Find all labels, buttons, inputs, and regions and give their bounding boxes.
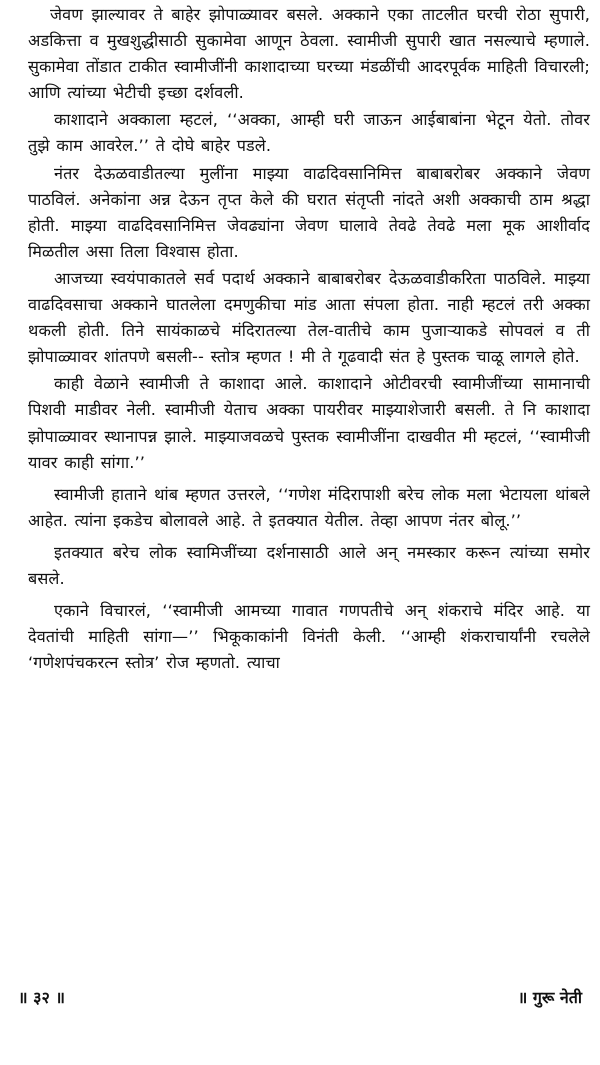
paragraph-7: इतक्यात बरेच लोक स्वामिजींच्या दर्शनासाठी आले अन् नमस्कार करून त्यांच्या समोर बसले. <box>28 542 590 588</box>
paragraph-5: काही वेळाने स्वामीजी ते काशादा आले. काशादाने ओटीवरची स्वामीजींच्या सामानाची पिशवी माडीवर नेली. स्वामीजी येताच अक्का पायरीवर माझ्याशेजारी बसली. ते नि काशादा झोपाळ्यावर स्थानापन्न झाले. माझ्याजवळचे पुस्तक स्वामीजींना दाखवीत मी म्हटलं, ‘‘स्वामीजी यावर काही सांगा.’’ <box>28 374 590 472</box>
paragraph-4: आजच्या स्वयंपाकातले सर्व पदार्थ अक्काने बाबाबरोबर देऊळवाडीकरिता पाठविले. माझ्या वाढदिवसाचा अक्काने घातलेला दमणुकीचा मांड आता संपला होता. नाही म्हटलं तरी अक्का थकली होती. तिने सायंकाळचे मंदिरातल्या तेल-वातीचे काम पुजाऱ्याकडे सोपवलं व ती झोपाळ्यावर शांतपणे बसली-- स्तोत्र म्हणत ! मी ते गूढवादी संत हे पुस्तक चाळू लागले होते. <box>28 268 590 367</box>
page-footer <box>18 982 582 1012</box>
page-number: ॥ ३२ ॥ <box>18 988 65 1007</box>
page-body-text <box>28 2 590 676</box>
paragraph-2: काशादाने अक्काला म्हटलं, ‘‘अक्का, आम्ही घरी जाऊन आईबाबांना भेटून येतो. तोवर तुझे काम आवरेल.’’ ते दोघे बाहेर पडले. <box>28 110 590 156</box>
paragraph-3: नंतर देऊळवाडीतल्या मुलींना माझ्या वाढदिवसानिमित्त बाबाबरोबर अक्काने जेवण पाठविलं. अनेकांना अन्न देऊन तृप्त केले की घरात संतृप्ती नांदते अशी अक्काची ठाम श्रद्धा होती. माझ्या वाढदिवसानिमित्त जेवढ्यांना जेवण घालावे तेवढे तेवढे मला मूक आशीर्वाद मिळतील असा तिला विश्वास होता. <box>28 163 590 261</box>
paragraph-1: जेवण झाल्यावर ते बाहेर झोपाळ्यावर बसले. अक्काने एका ताटलीत घरची रोठा सुपारी, अडकित्ता व मुखशुद्धीसाठी सुकामेवा आणून ठेवला. स्वामीजी सुपारी खात नसल्याचे म्हणाले. सुकामेवा तोंडात टाकीत स्वामीजींनी काशादाच्या घरच्या मंडळींची आदरपूर्वक माहिती विचारली; आणि त्यांच्या भेटीची इच्छा दर्शवली. <box>28 5 590 103</box>
paragraph-6: स्वामीजी हाताने थांब म्हणत उत्तरले, ‘‘गणेश मंदिरापाशी बरेच लोक मला भेटायला थांबले आहेत. त्यांना इकडेच बोलावले आहे. ते इतक्यात येतील. तेव्हा आपण नंतर बोलू.’’ <box>28 484 590 530</box>
paragraph-8: एकाने विचारलं, ‘‘स्वामीजी आमच्या गावात गणपतीचे अन् शंकराचे मंदिर आहे. या देवतांची माहिती सांगा—’’ भिकूकाकांनी विनंती केली. ‘‘आम्ही शंकराचार्यांनी रचलेले ‘गणेशपंचकरत्न स्तोत्र’ रोज म्हणतो. त्याचा <box>28 601 590 673</box>
book-title: ॥ गुरू नेती <box>517 988 582 1007</box>
